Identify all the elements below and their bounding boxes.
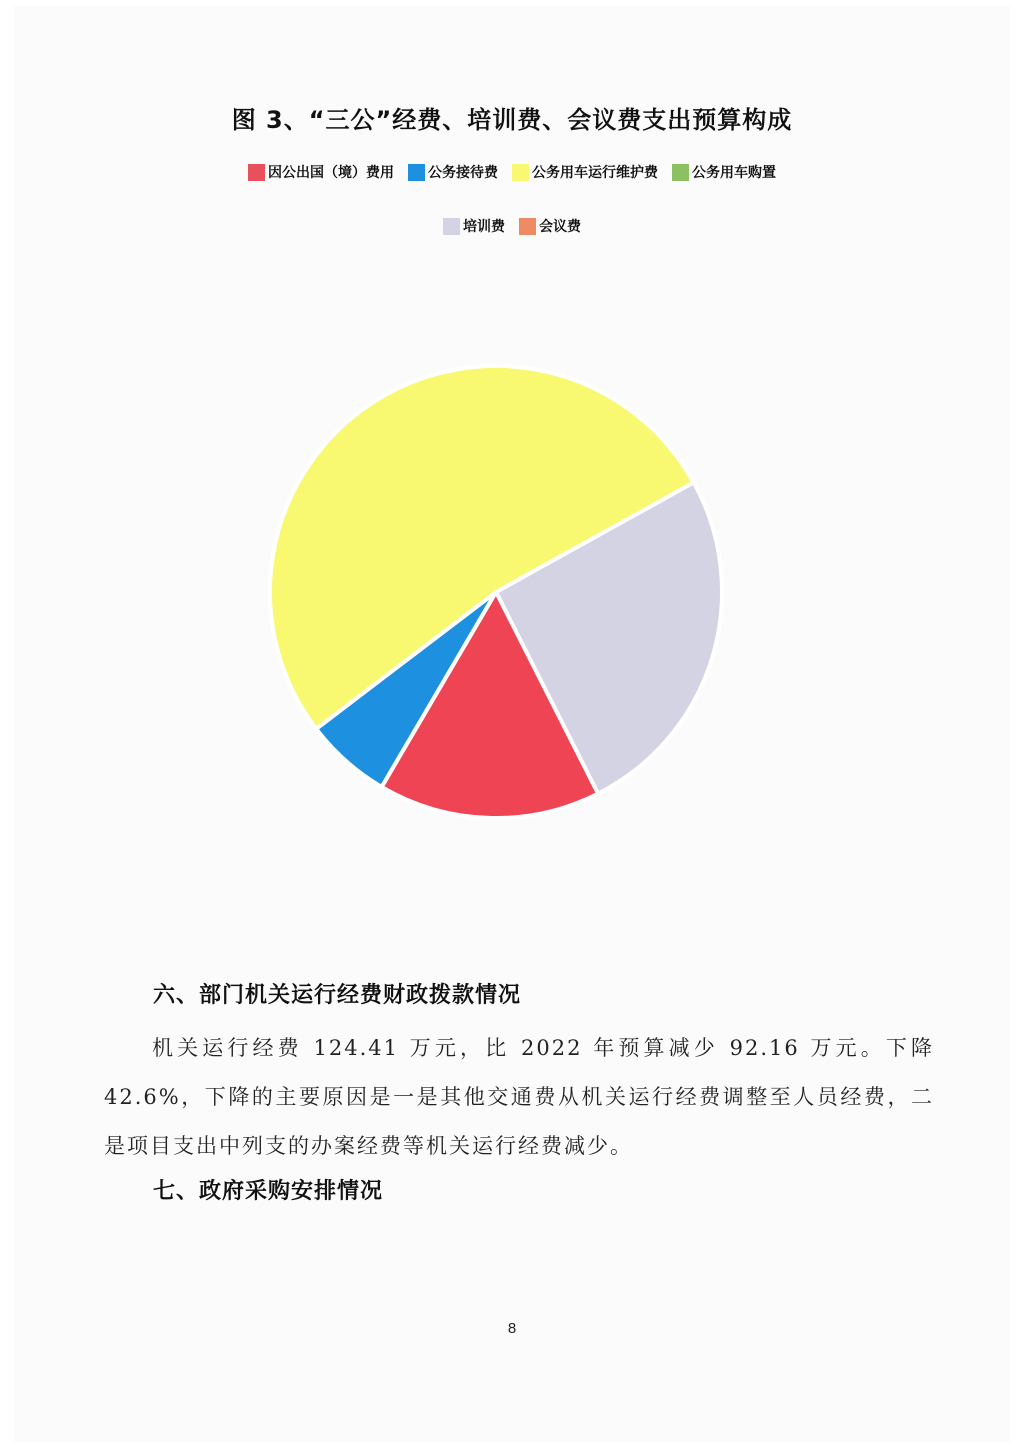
section-6-paragraph: 机关运行经费 124.41 万元，比 2022 年预算减少 92.16 万元。下降 42.6%，下降的主要原因是一是其他交通费从机关运行经费调整至人员经费，二是项目支出中列支的办案经费等机关运行经费减少。 — [104, 1036, 934, 1158]
legend-label: 公务用车购置 — [692, 165, 776, 181]
legend-label: 公务接待费 — [428, 165, 498, 181]
legend-label: 公务用车运行维护费 — [532, 165, 658, 181]
section-heading-7: 七、政府采购安排情况 — [153, 1178, 384, 1204]
legend-label: 会议费 — [539, 219, 581, 235]
page-number: 8 — [507, 1320, 517, 1337]
legend-label: 培训费 — [463, 219, 505, 235]
legend-label: 因公出国（境）费用 — [268, 165, 394, 181]
section-heading-6: 六、部门机关运行经费财政拨款情况 — [153, 982, 522, 1008]
chart-title: 图 3、“三公”经费、培训费、会议费支出预算构成 — [231, 106, 793, 134]
